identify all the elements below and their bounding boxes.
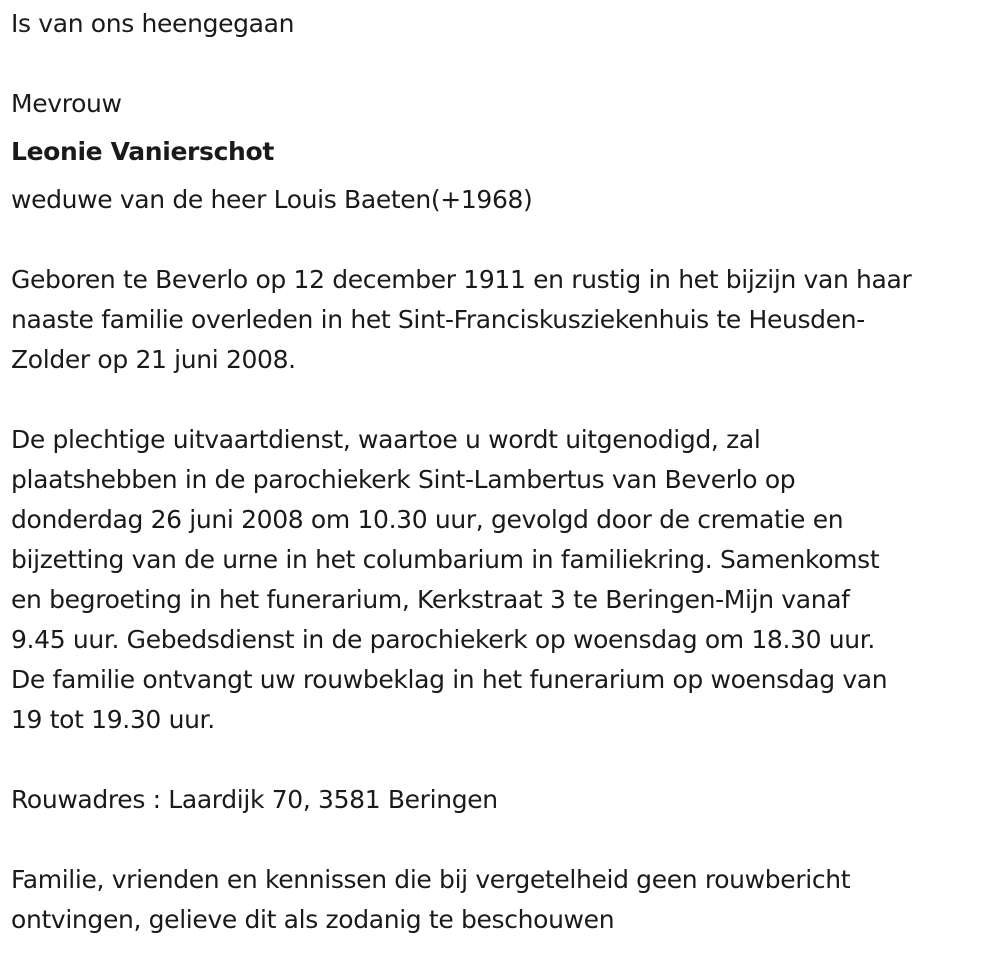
text-line: De familie ontvangt uw rouwbeklag in het funerarium op woensdag van (11, 665, 888, 694)
honorific: Mevrouw (11, 89, 122, 118)
birth-death-paragraph (11, 260, 986, 380)
service-paragraph (11, 420, 986, 740)
text-line: 19 tot 19.30 uur. (11, 705, 215, 734)
text-line: Familie, vrienden en kennissen die bij vergetelheid geen rouwbericht (11, 865, 851, 894)
spacer (11, 820, 986, 860)
text-line: plaatshebben in de parochiekerk Sint-Lambertus van Beverlo op (11, 465, 796, 494)
text-line: Zolder op 21 juni 2008. (11, 345, 296, 374)
widow-of-line: weduwe van de heer Louis Baeten(+1968) (11, 185, 533, 214)
text-line: ontvingen, gelieve dit als zodanig te beschouwen (11, 905, 615, 934)
obituary-notice (11, 4, 986, 940)
spacer (11, 740, 986, 780)
text-line: naaste familie overleden in het Sint-Franciskusziekenhuis te Heusden- (11, 305, 865, 334)
spacer (11, 380, 986, 420)
text-line: Geboren te Beverlo op 12 december 1911 en rustig in het bijzijn van haar (11, 265, 912, 294)
spacer (11, 220, 986, 260)
intro-line: Is van ons heengegaan (11, 9, 295, 38)
text-line: en begroeting in het funerarium, Kerkstraat 3 te Beringen-Mijn vanaf (11, 585, 850, 614)
closing-paragraph (11, 860, 986, 940)
text-line: bijzetting van de urne in het columbarium in familiekring. Samenkomst (11, 545, 880, 574)
mourning-address: Rouwadres : Laardijk 70, 3581 Beringen (11, 785, 498, 814)
text-line: De plechtige uitvaartdienst, waartoe u wordt uitgenodigd, zal (11, 425, 761, 454)
text-line: donderdag 26 juni 2008 om 10.30 uur, gevolgd door de crematie en (11, 505, 844, 534)
deceased-name: Leonie Vanierschot (11, 137, 274, 166)
text-line: 9.45 uur. Gebedsdienst in de parochiekerk op woensdag om 18.30 uur. (11, 625, 876, 654)
spacer (11, 44, 986, 84)
